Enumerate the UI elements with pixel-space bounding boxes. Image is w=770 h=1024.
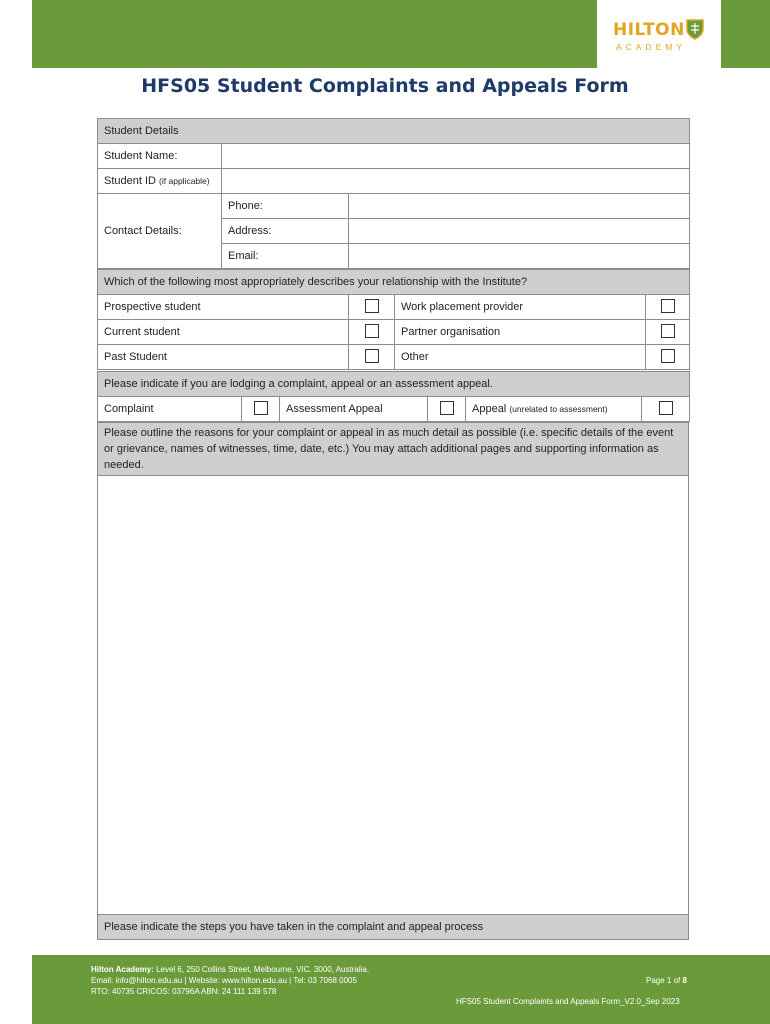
shield-icon [686, 18, 704, 40]
option-current-student: Current student [98, 320, 349, 345]
page-number: Page 1 of 8 [646, 976, 687, 985]
checkbox-prospective-student[interactable] [365, 299, 379, 313]
checkbox-complaint[interactable] [254, 401, 268, 415]
page-title: HFS05 Student Complaints and Appeals Form [141, 75, 629, 97]
student-details-table [97, 118, 690, 269]
option-prospective-student: Prospective student [98, 295, 349, 320]
footer-address: Hilton Academy: Level 6, 250 Collins Street, Melbourne, VIC. 3000, Australia. [91, 965, 370, 974]
option-appeal: Appeal (unrelated to assessment) [466, 397, 642, 422]
option-other: Other [395, 345, 646, 370]
contact-details-label: Contact Details: [98, 194, 222, 269]
option-assessment-appeal: Assessment Appeal [280, 397, 428, 422]
logo [597, 0, 721, 68]
document-reference: HFS05 Student Complaints and Appeals Form_V2.0_Sep 2023 [456, 997, 680, 1006]
steps-prompt: Please indicate the steps you have taken in the complaint and appeal process [98, 915, 689, 940]
lodging-question: Please indicate if you are lodging a complaint, appeal or an assessment appeal. [98, 372, 690, 397]
student-id-field[interactable] [222, 169, 690, 194]
email-field[interactable] [349, 244, 690, 269]
phone-label: Phone: [222, 194, 349, 219]
logo-subtext: ACADEMY [616, 42, 687, 52]
checkbox-work-placement-provider[interactable] [661, 299, 675, 313]
student-name-field[interactable] [222, 144, 690, 169]
reasons-table [97, 422, 689, 940]
option-partner-organisation: Partner organisation [395, 320, 646, 345]
relationship-question: Which of the following most appropriately describes your relationship with the Institute? [98, 270, 690, 295]
section-header: Student Details [98, 119, 690, 144]
option-work-placement-provider: Work placement provider [395, 295, 646, 320]
address-field[interactable] [349, 219, 690, 244]
checkbox-current-student[interactable] [365, 324, 379, 338]
student-name-label: Student Name: [98, 144, 222, 169]
reasons-field[interactable] [98, 476, 689, 915]
footer [32, 955, 770, 1024]
checkbox-appeal[interactable] [659, 401, 673, 415]
lodging-table [97, 371, 690, 422]
student-id-note: (if applicable) [159, 176, 210, 186]
footer-rto: RTO: 40735 CRICOS: 03796A ABN: 24 111 139 578 [91, 987, 277, 996]
address-label: Address: [222, 219, 349, 244]
student-id-label: Student ID (if applicable) [98, 169, 222, 194]
option-past-student: Past Student [98, 345, 349, 370]
appeal-note: (unrelated to assessment) [509, 404, 608, 414]
reasons-prompt: Please outline the reasons for your complaint or appeal in as much detail as possible (i.e. specific details of the event or grievance, names of witnesses, time, date, etc.) You may attach additional pages and supporting information as needed. [98, 423, 689, 476]
relationship-table [97, 269, 690, 370]
checkbox-other[interactable] [661, 349, 675, 363]
checkbox-partner-organisation[interactable] [661, 324, 675, 338]
logo-text: HILTON [613, 20, 685, 40]
email-label: Email: [222, 244, 349, 269]
option-complaint: Complaint [98, 397, 242, 422]
phone-field[interactable] [349, 194, 690, 219]
checkbox-assessment-appeal[interactable] [440, 401, 454, 415]
header-band [32, 0, 770, 68]
checkbox-past-student[interactable] [365, 349, 379, 363]
footer-contact: Email: info@hilton.edu.au | Website: www.hilton.edu.au | Tel: 03 7068 0005 [91, 976, 357, 985]
